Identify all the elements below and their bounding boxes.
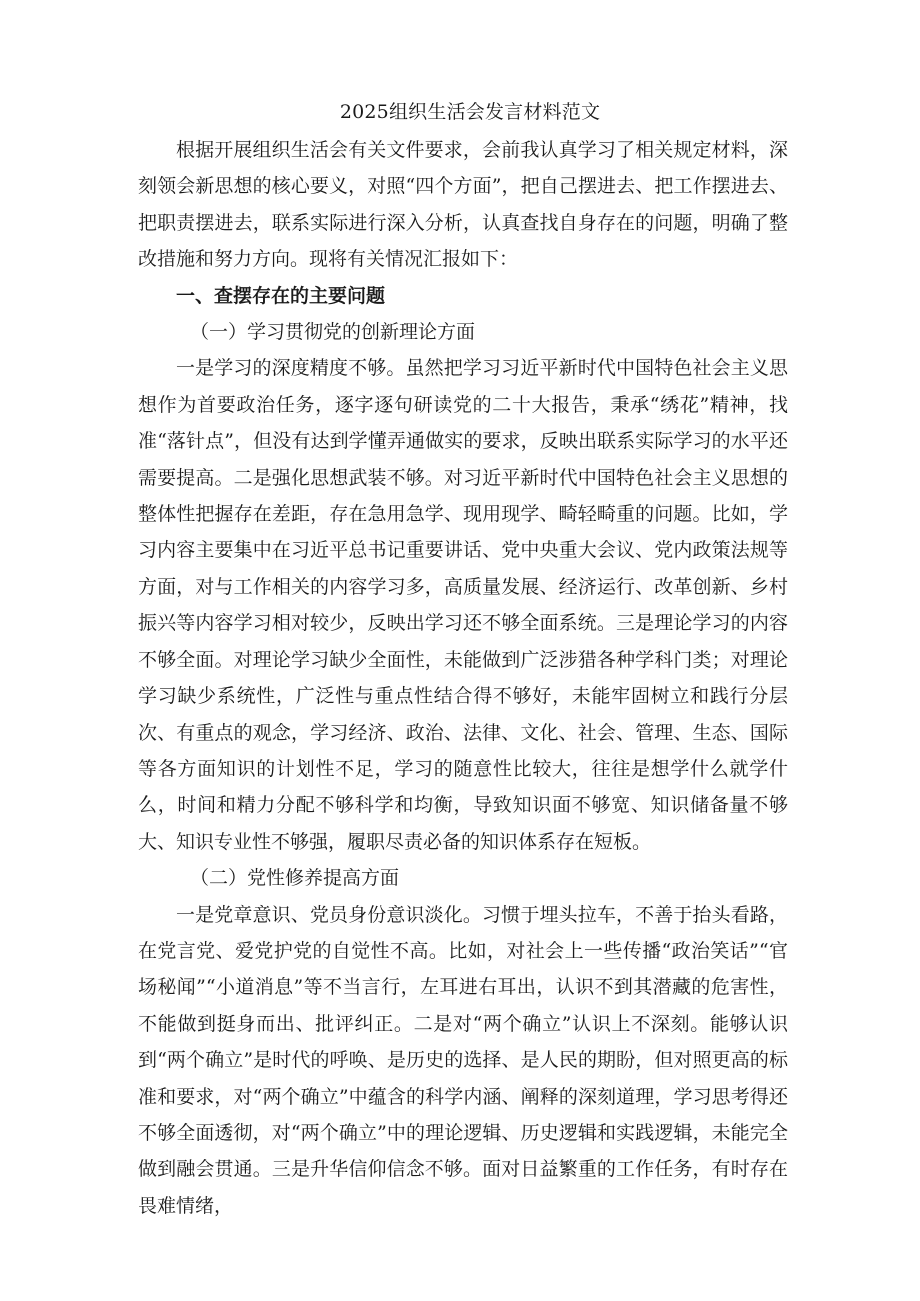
- document-page: [138, 100, 788, 1224]
- subsection-body-party-spirit: 一是党章意识、党员身份意识淡化。习惯于埋头拉车，不善于抬头看路，在党言党、爱党护党的自觉性不高。比如，对社会上一些传播“政治笑话”“官场秘闻”“小道消息”等不当言行，左耳进右耳出，认识不到其潜藏的危害性，不能做到挺身而出、批评纠正。二是对“两个确立”认识上不深刻。能够认识到“两个确立”是时代的呼唤、是历史的选择、是人民的期盼，但对照更高的标准和要求，对“两个确立”中蕴含的科学内涵、阐释的深刻道理，学习思考得还不够全面透彻，对“两个确立”中的理论逻辑、历史逻辑和实践逻辑，未能完全做到融会贯通。三是升华信仰信念不够。面对日益繁重的工作任务，有时存在畏难情绪，: [138, 903, 788, 1217]
- intro-paragraph: 根据开展组织生活会有关文件要求，会前我认真学习了相关规定材料，深刻领会新思想的核心要义，对照“四个方面”，把自己摆进去、把工作摆进去、把职责摆进去，联系实际进行深入分析，认真查找自身存在的问题，明确了整改措施和努力方向。现将有关情况汇报如下：: [138, 139, 788, 271]
- subsection-heading-theory: （一）学习贯彻党的创新理论方面: [190, 321, 476, 344]
- document-title: 2025组织生活会发言材料范文: [339, 101, 601, 123]
- subsection-heading-party-spirit: （二）党性修养提高方面: [190, 867, 400, 890]
- subsection-body-theory: 一是学习的深度精度不够。虽然把学习习近平新时代中国特色社会主义思想作为首要政治任务，逐字逐句研读党的二十大报告，秉承“绣花”精神，找准“落针点”，但没有达到学懂弄通做实的要求，反映出联系实际学习的水平还需要提高。二是强化思想武装不够。对习近平新时代中国特色社会主义思想的整体性把握存在差距，存在急用急学、现用现学、畸轻畸重的问题。比如，学习内容主要集中在习近平总书记重要讲话、党中央重大会议、党内政策法规等方面，对与工作相关的内容学习多，高质量发展、经济运行、改革创新、乡村振兴等内容学习相对较少，反映出学习还不够全面系统。三是理论学习的内容不够全面。对理论学习缺少全面性，未能做到广泛涉猎各种学科门类；对理论学习缺少系统性，广泛性与重点性结合得不够好，未能牢固树立和践行分层次、有重点的观念，学习经济、政治、法律、文化、社会、管理、生态、国际等各方面知识的计划性不足，学习的随意性比较大，往往是想学什么就学什么，时间和精力分配不够科学和均衡，导致知识面不够宽、知识储备量不够大、知识专业性不够强，履职尽责必备的知识体系存在短板。: [138, 357, 788, 853]
- section-heading: 一、查摆存在的主要问题: [176, 284, 386, 307]
